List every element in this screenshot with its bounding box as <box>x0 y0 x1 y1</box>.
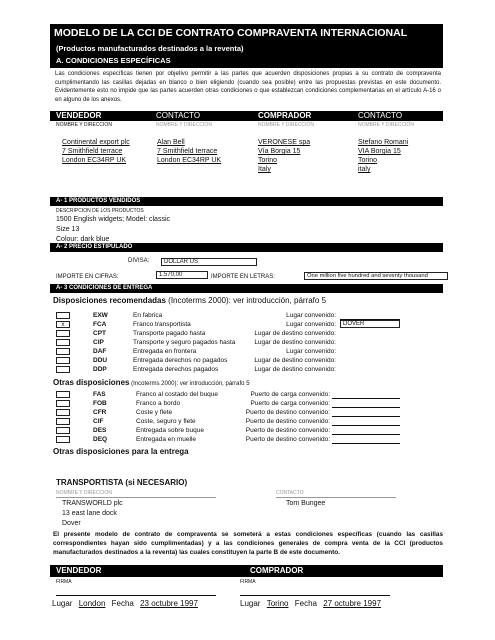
buyer-name-label: NOMBRE Y DIRECCIÓN <box>258 122 314 128</box>
cfr-code: CFR <box>93 409 107 416</box>
sign-vendedor-label: VENDEDOR <box>56 566 102 575</box>
recomendadas-title-rest: (Incoterms 2000): ver introducción, párrafo 5 <box>165 296 327 305</box>
buyer-fecha: 27 octubre 1997 <box>323 599 382 608</box>
exw-checkbox[interactable] <box>56 312 70 319</box>
comprador-label: COMPRADOR <box>258 111 312 120</box>
transport-line: TRANSWORLD plc <box>62 500 123 507</box>
transport-line: 13 east lane dock <box>62 510 117 517</box>
cip-desc: Transporte y seguro pagados hasta <box>133 339 236 346</box>
ddp-label: Lugar de destino convenido: <box>254 366 336 373</box>
buyer-lugar: Torino <box>266 599 289 608</box>
ddu-desc: Entregada derechos no pagados <box>133 357 228 364</box>
cfr-desc: Coste y flete <box>136 409 173 416</box>
daf-code: DAF <box>93 348 107 355</box>
daf-desc: Entregada en frontera <box>133 348 197 355</box>
ddp-desc: Entregada derechos pagados <box>133 366 219 373</box>
buyer-line: Vía Borgia 15 <box>258 148 301 155</box>
intro-text: Las condiciones específicas tienen por objetivo permitir a las partes que acuerden disposiciones propias a su contrato de compraventa cumplimentando las casillas dejadas en blanco o bien eligiendo (cuando sea posible) entre las propuestas previstas en este documento. Evidentemente esto no impide que las partes acuerden otras condiciones o que establezcan condiciones complementarias en el artículo A-16 o en alguno de los anexos. <box>55 71 441 103</box>
cfr-line <box>332 416 400 417</box>
seller-line: Continental export plc <box>62 139 130 146</box>
sign-comprador-label: COMPRADOR <box>250 566 304 575</box>
fca-code: FCA <box>93 321 107 328</box>
buyer-fecha-label: Fecha <box>294 599 317 608</box>
deq-desc: Entregada en muelle <box>136 436 196 443</box>
signature-bar <box>50 565 443 577</box>
deq-line <box>332 443 400 444</box>
ddp-checkbox[interactable] <box>56 366 70 373</box>
seller-place-date <box>52 599 198 608</box>
fob-desc: Franco a bordo <box>136 400 181 407</box>
buyer-contact-line: italy <box>358 166 371 173</box>
buyer-contact-label: NOMBRE Y DIRECCIÓN <box>358 122 414 128</box>
seller-contact-line: Alan Bell <box>157 139 185 146</box>
cpt-label: Lugar de destino convenido: <box>254 330 336 337</box>
fas-line <box>332 398 400 399</box>
product-line: Colour: dark blue <box>56 236 110 243</box>
seller-firma-label: FIRMA <box>56 579 72 585</box>
cfr-label: Puerto de destino convenido: <box>245 409 330 416</box>
transport-line: Dover <box>62 520 81 527</box>
cpt-checkbox[interactable] <box>56 330 70 337</box>
buyer-contact-line: Torino <box>358 157 378 164</box>
fca-label: Lugar convenido: <box>286 321 336 328</box>
fas-checkbox[interactable] <box>56 391 70 398</box>
parties-bar <box>50 111 443 121</box>
buyer-signature-line[interactable] <box>240 595 390 596</box>
otras-title-bold: Otras disposiciones <box>53 378 130 387</box>
deq-code: DEQ <box>93 436 108 443</box>
buyer-place-date <box>240 599 381 608</box>
cif-desc: Coste, seguro y flete <box>136 418 196 425</box>
seller-contact-label: NOMBRE Y DIRECCIÓN <box>156 122 212 128</box>
fob-label: Puerto de carga convenido: <box>250 400 330 407</box>
a3-bar <box>50 284 443 293</box>
fca-desc: Franco transportista <box>133 321 191 328</box>
seller-fecha-label: Fecha <box>111 599 134 608</box>
seller-signature-line[interactable] <box>56 595 216 596</box>
a1-bar <box>50 197 443 206</box>
buyer-contact-line: Stefano Romani <box>358 139 409 146</box>
cif-code: CIF <box>93 418 104 425</box>
exw-desc: En fabrica <box>133 312 163 319</box>
cip-checkbox[interactable] <box>56 339 70 346</box>
cpt-code: CPT <box>93 330 106 337</box>
ddu-code: DDU <box>93 357 108 364</box>
cip-code: CIP <box>93 339 104 346</box>
contacto2-label: CONTACTO <box>358 111 403 120</box>
deq-checkbox[interactable] <box>56 436 70 443</box>
des-line <box>332 434 400 435</box>
des-checkbox[interactable] <box>56 427 70 434</box>
seller-contact-line: 7 Smithfield terrace <box>157 148 218 155</box>
exw-label: Lugar convenido: <box>286 312 336 319</box>
recomendadas-title-bold: Disposiciones recomendadas <box>53 296 166 305</box>
buyer-firma-label: FIRMA <box>240 579 256 585</box>
des-code: DES <box>93 427 107 434</box>
exw-code: EXW <box>93 312 108 319</box>
a3-heading: A- 3 CONDICIONES DE ENTREGA <box>56 285 153 291</box>
deq-label: Puerto de destino convenido: <box>245 436 330 443</box>
cif-checkbox[interactable] <box>56 418 70 425</box>
seller-lugar: London <box>78 599 106 608</box>
a2-heading: A- 2 PRECIO ESTIPULADO <box>56 244 133 250</box>
letras-label: IMPORTE EN LETRAS: <box>211 274 275 280</box>
transport-contact-label: CONTACTO <box>276 490 304 496</box>
letras-field[interactable]: One million five hundred and seventy thousand <box>304 272 448 280</box>
cip-label: Lugar de destino convenido: <box>254 339 336 346</box>
page-title: MODELO DE LA CCI DE CONTRATO COMPRAVENTA INTERNACIONAL <box>54 27 408 39</box>
cfr-checkbox[interactable] <box>56 409 70 416</box>
divisa-field[interactable]: DOLLAR US <box>161 258 257 266</box>
fob-checkbox[interactable] <box>56 400 70 407</box>
ddu-checkbox[interactable] <box>56 357 70 364</box>
ddu-label: Lugar de destino convenido: <box>254 357 336 364</box>
seller-line: 7 Smithfield terrace <box>62 148 123 155</box>
seller-lugar-label: Lugar <box>52 599 73 608</box>
cif-label: Puerto de destino convenido: <box>245 418 330 425</box>
contacto-label: CONTACTO <box>156 111 201 120</box>
page-subtitle: (Productos manufacturados destinados a la reventa) <box>56 44 244 53</box>
fob-code: FOB <box>93 400 107 407</box>
fas-desc: Franco al costado del buque <box>136 391 219 398</box>
product-line: 1500 English widgets; Model: classic <box>56 216 171 223</box>
fca-field[interactable]: DOVER <box>340 320 400 328</box>
fob-line <box>332 407 400 408</box>
des-label: Puerto de destino convenido: <box>245 427 330 434</box>
daf-label: Lugar convenido: <box>286 348 336 355</box>
seller-name-label: NOMBRE Y DIRECCION <box>56 122 112 128</box>
vendedor-label: VENDEDOR <box>56 111 102 120</box>
cifras-field[interactable]: 1.570,00 <box>156 271 208 279</box>
seller-fecha: 23 octubre 1997 <box>140 599 198 608</box>
a1-heading: A- 1 PRODUCTOS VENDIDOS <box>56 198 141 204</box>
section-a-title: A. CONDICIONES ESPECÍFICAS <box>56 56 171 65</box>
buyer-contact-line: VIA Borgia 15 <box>358 148 401 155</box>
ddp-code: DDP <box>93 366 107 373</box>
buyer-line: Torino <box>258 157 278 164</box>
fas-code: FAS <box>93 391 106 398</box>
a1-label: DESCRIPCION DE LOS PRODUCTOS <box>56 208 144 214</box>
divisa-label: DIVISA: <box>128 258 150 264</box>
recomendadas-title <box>53 296 326 305</box>
transport-name-label: NOMBRE Y DIRECCION <box>56 490 112 496</box>
a2-bar <box>50 243 443 252</box>
otras-title-rest: (Incoterms 2000): ver introducción, párrafo 5 <box>129 381 250 387</box>
transport-contact: Tom Bungee <box>286 500 326 507</box>
daf-checkbox[interactable] <box>56 348 70 355</box>
seller-contact-line: London EC34RP UK <box>157 157 222 164</box>
fca-checkbox[interactable]: x <box>56 321 70 328</box>
transport-contact-divider <box>276 497 396 498</box>
cpt-desc: Transporte pagado hasta <box>133 330 206 337</box>
otras-entrega-title: Otras disposiciones para la entrega <box>53 447 189 456</box>
transport-title: TRANSPORTISTA (si NECESARIO) <box>56 478 188 487</box>
header-banner <box>50 24 443 68</box>
transport-divider <box>56 497 216 498</box>
seller-line: London EC34RP UK <box>62 157 127 164</box>
otras-title <box>53 378 250 387</box>
cif-line <box>332 425 400 426</box>
footer-statement: El presente modelo de contrato de compraventa se someterá a estas condiciones específicas (cuando las casillas correspondientes hayan sido cumplimentadas) y a las condiciones generales de compra venta de la CCI (productos manufacturados destinados a la reventa) las cuales constituyen la parte B de este documento. <box>53 531 443 556</box>
buyer-lugar-label: Lugar <box>240 599 261 608</box>
des-desc: Entregada sobre buque <box>136 427 204 434</box>
buyer-line: Italy <box>258 166 271 173</box>
buyer-line: VERONESE spa <box>258 139 311 146</box>
cifras-label: IMPORTE EN CIFRAS: <box>56 274 119 280</box>
product-line: Size 13 <box>56 226 80 233</box>
fas-label: Puerto de carga convenido: <box>250 391 330 398</box>
